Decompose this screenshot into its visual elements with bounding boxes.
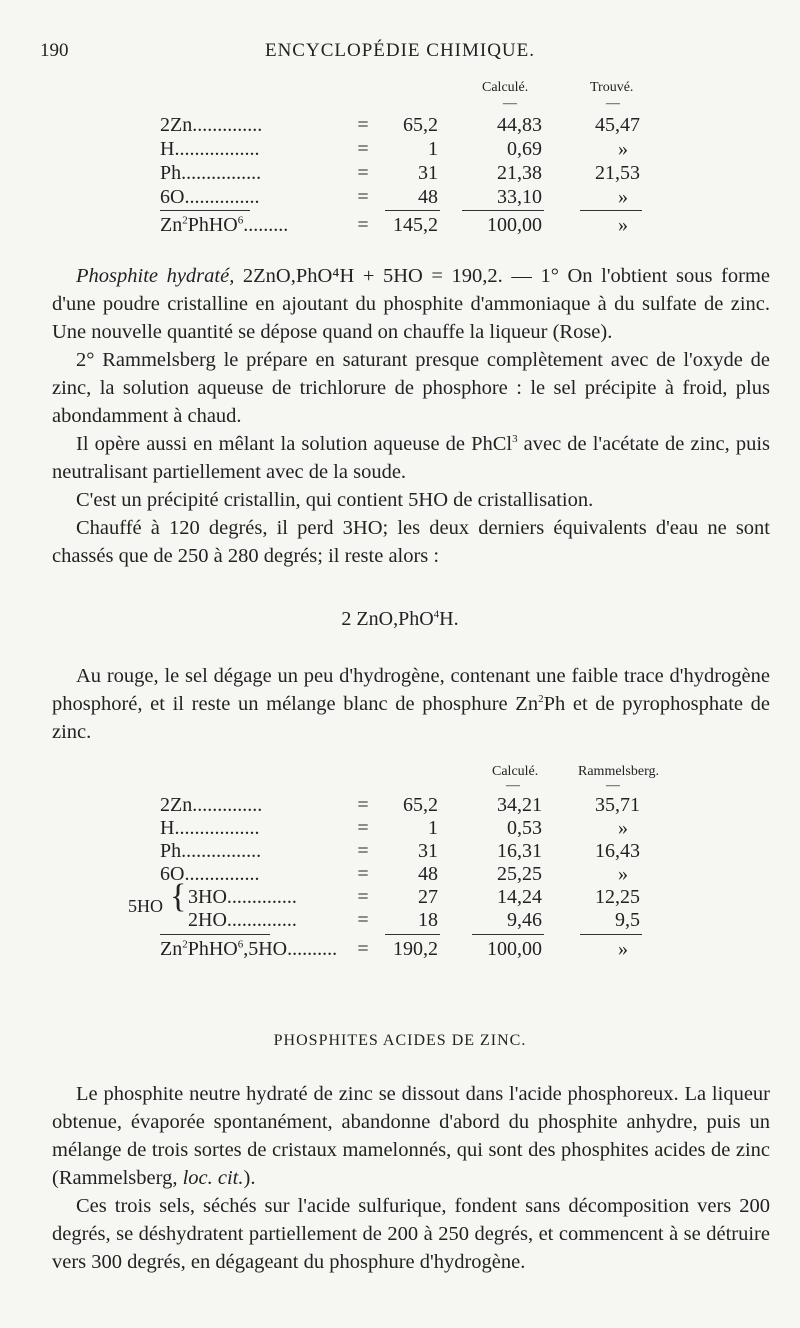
row-weight: 31 (418, 162, 438, 184)
row-found: » (618, 938, 628, 960)
row-found: » (618, 817, 628, 839)
column-header-trouve: Trouvé. (590, 80, 634, 95)
row-label: Ph................ (160, 162, 262, 184)
table-row (0, 840, 800, 864)
row-weight: 31 (418, 840, 438, 862)
group-label: 5HO (128, 896, 163, 916)
table-row (0, 794, 800, 818)
row-found: 12,25 (595, 886, 640, 908)
row-found: » (618, 214, 628, 236)
row-calculated: 33,10 (497, 186, 542, 208)
sum-rule (160, 934, 270, 935)
row-found: » (618, 186, 628, 208)
row-calculated: 0,53 (507, 817, 542, 839)
sum-rule (385, 934, 440, 935)
row-weight: 48 (418, 186, 438, 208)
running-title: ENCYCLOPÉDIE CHIMIQUE. (264, 40, 536, 61)
column-dash: — (506, 778, 520, 793)
row-label: 2HO.............. (188, 909, 297, 931)
table-row (0, 186, 800, 210)
column-header-calcule: Calculé. (482, 80, 529, 95)
row-weight: 1 (428, 817, 438, 839)
row-equals: = (357, 114, 369, 136)
row-calculated: 100,00 (487, 214, 542, 236)
row-label: 6O............... (160, 186, 260, 208)
sum-rule (580, 934, 642, 935)
row-calculated: 44,83 (497, 114, 542, 136)
row-equals: = (357, 886, 369, 908)
table-row (0, 909, 800, 933)
row-weight: 1 (428, 138, 438, 160)
row-equals: = (357, 863, 369, 885)
row-calculated: 25,25 (497, 863, 542, 885)
table-row (0, 863, 800, 887)
column-dash: — (606, 96, 620, 111)
column-dash: — (503, 96, 517, 111)
column-header-calcule: Calculé. (492, 764, 539, 779)
row-found: 45,47 (595, 114, 640, 136)
table-row (0, 114, 800, 138)
brace: { (170, 878, 187, 915)
table-total-row (0, 938, 800, 962)
row-found: 16,43 (595, 840, 640, 862)
row-equals: = (357, 186, 369, 208)
row-weight: 65,2 (403, 114, 438, 136)
row-calculated: 0,69 (507, 138, 542, 160)
row-equals: = (357, 214, 369, 236)
row-label: 3HO.............. (188, 886, 297, 908)
row-calculated: 100,00 (487, 938, 542, 960)
body-text-block-2 (52, 662, 770, 746)
row-calculated: 21,38 (497, 162, 542, 184)
paragraph: Le phosphite neutre hydraté de zinc se dissout dans l'acide phosphoreux. La liqueur obtenue, évaporée spontanément, abandonne d'abord du phosphite anhydre, puis un mélange de trois sortes de cristaux mamelonnés, qui sont des phosphites acides de zinc (Rammelsberg, loc. cit.). (52, 1083, 770, 1189)
row-calculated: 34,21 (497, 794, 542, 816)
section-title-inline: Phosphite hydraté, (76, 265, 235, 287)
centered-formula: 2 ZnO,PhO$^4$H. (341, 608, 459, 630)
sum-rule (472, 934, 544, 935)
row-equals: = (357, 138, 369, 160)
paragraph: Il opère aussi en mêlant la solution aqueuse de PhCl$^3$ avec de l'acétate de zinc, puis neutralisant partiellement avec de la soude. (52, 433, 770, 483)
paragraph: C'est un précipité cristallin, qui contient 5HO de cristallisation. (76, 489, 594, 511)
page-number: 190 (40, 40, 69, 61)
row-label: H................. (160, 138, 260, 160)
table-row (0, 138, 800, 162)
table-row (0, 817, 800, 841)
total-label: Zn$^2$PhHO$^6$......... (160, 214, 289, 236)
row-equals: = (357, 817, 369, 839)
row-weight: 65,2 (403, 794, 438, 816)
row-equals: = (357, 840, 369, 862)
paragraph: 2° Rammelsberg le prépare en saturant presque complètement avec de l'oxyde de zinc, la solution aqueuse de trichlorure de phosphore : le sel précipite à froid, plus abondamment à chaud. (52, 349, 770, 427)
sum-rule (462, 210, 544, 211)
row-weight: 27 (418, 886, 438, 908)
row-label: Ph................ (160, 840, 262, 862)
row-calculated: 9,46 (507, 909, 542, 931)
row-weight: 18 (418, 909, 438, 931)
body-text-block-1 (52, 262, 770, 570)
row-label: 2Zn.............. (160, 114, 263, 136)
section-heading: PHOSPHITES ACIDES DE ZINC. (273, 1032, 527, 1049)
sum-rule (160, 210, 250, 211)
row-weight: 48 (418, 863, 438, 885)
table-total-row (0, 214, 800, 238)
formula-inline: 2ZnO,PhO⁴H + 5HO = 190,2. (234, 265, 503, 287)
row-weight: 190,2 (393, 938, 438, 960)
paragraph: Au rouge, le sel dégage un peu d'hydrogène, contenant une faible trace d'hydrogène phosphoré, et il reste un mélange blanc de phosphure Zn$^2$Ph et de pyrophosphate de zinc. (52, 665, 770, 743)
row-equals: = (357, 162, 369, 184)
row-found: » (618, 138, 628, 160)
row-found: » (618, 863, 628, 885)
paragraph: Phosphite hydraté, 2ZnO,PhO⁴H + 5HO = 190,2. — 1° On l'obtient sous forme d'une poudre cristalline en ajoutant du phosphite d'ammoniaque à du sulfate de zinc. Une nouvelle quantité se dépose quand on chauffe la liqueur (Rose). (52, 265, 771, 343)
total-label: Zn$^2$PhHO$^6$,5HO.......... (160, 938, 338, 960)
row-found: 35,71 (595, 794, 640, 816)
paragraph: Chauffé à 120 degrés, il perd 3HO; les deux derniers équivalents d'eau ne sont chassés que de 250 à 280 degrés; il reste alors : (52, 517, 770, 567)
table-row (0, 886, 800, 910)
row-equals: = (357, 938, 369, 960)
body-text-block-3 (52, 1080, 770, 1276)
row-equals: = (357, 909, 369, 931)
row-equals: = (357, 794, 369, 816)
table-row (0, 162, 800, 186)
sum-rule (385, 210, 440, 211)
row-label: 2Zn.............. (160, 794, 263, 816)
column-header-rammelsberg: Rammelsberg. (578, 764, 660, 779)
row-found: 21,53 (595, 162, 640, 184)
row-label: 6O............... (160, 863, 260, 885)
paragraph: Ces trois sels, séchés sur l'acide sulfurique, fondent sans décomposition vers 200 degrés, se déshydratent partiellement de 200 à 250 degrés, et commencent à se détruire vers 300 degrés, en dégageant du phosphure d'hydrogène. (52, 1195, 770, 1273)
row-weight: 145,2 (393, 214, 438, 236)
row-found: 9,5 (615, 909, 640, 931)
row-calculated: 16,31 (497, 840, 542, 862)
row-label: H................. (160, 817, 260, 839)
sum-rule (580, 210, 642, 211)
column-dash: — (606, 778, 620, 793)
row-calculated: 14,24 (497, 886, 542, 908)
